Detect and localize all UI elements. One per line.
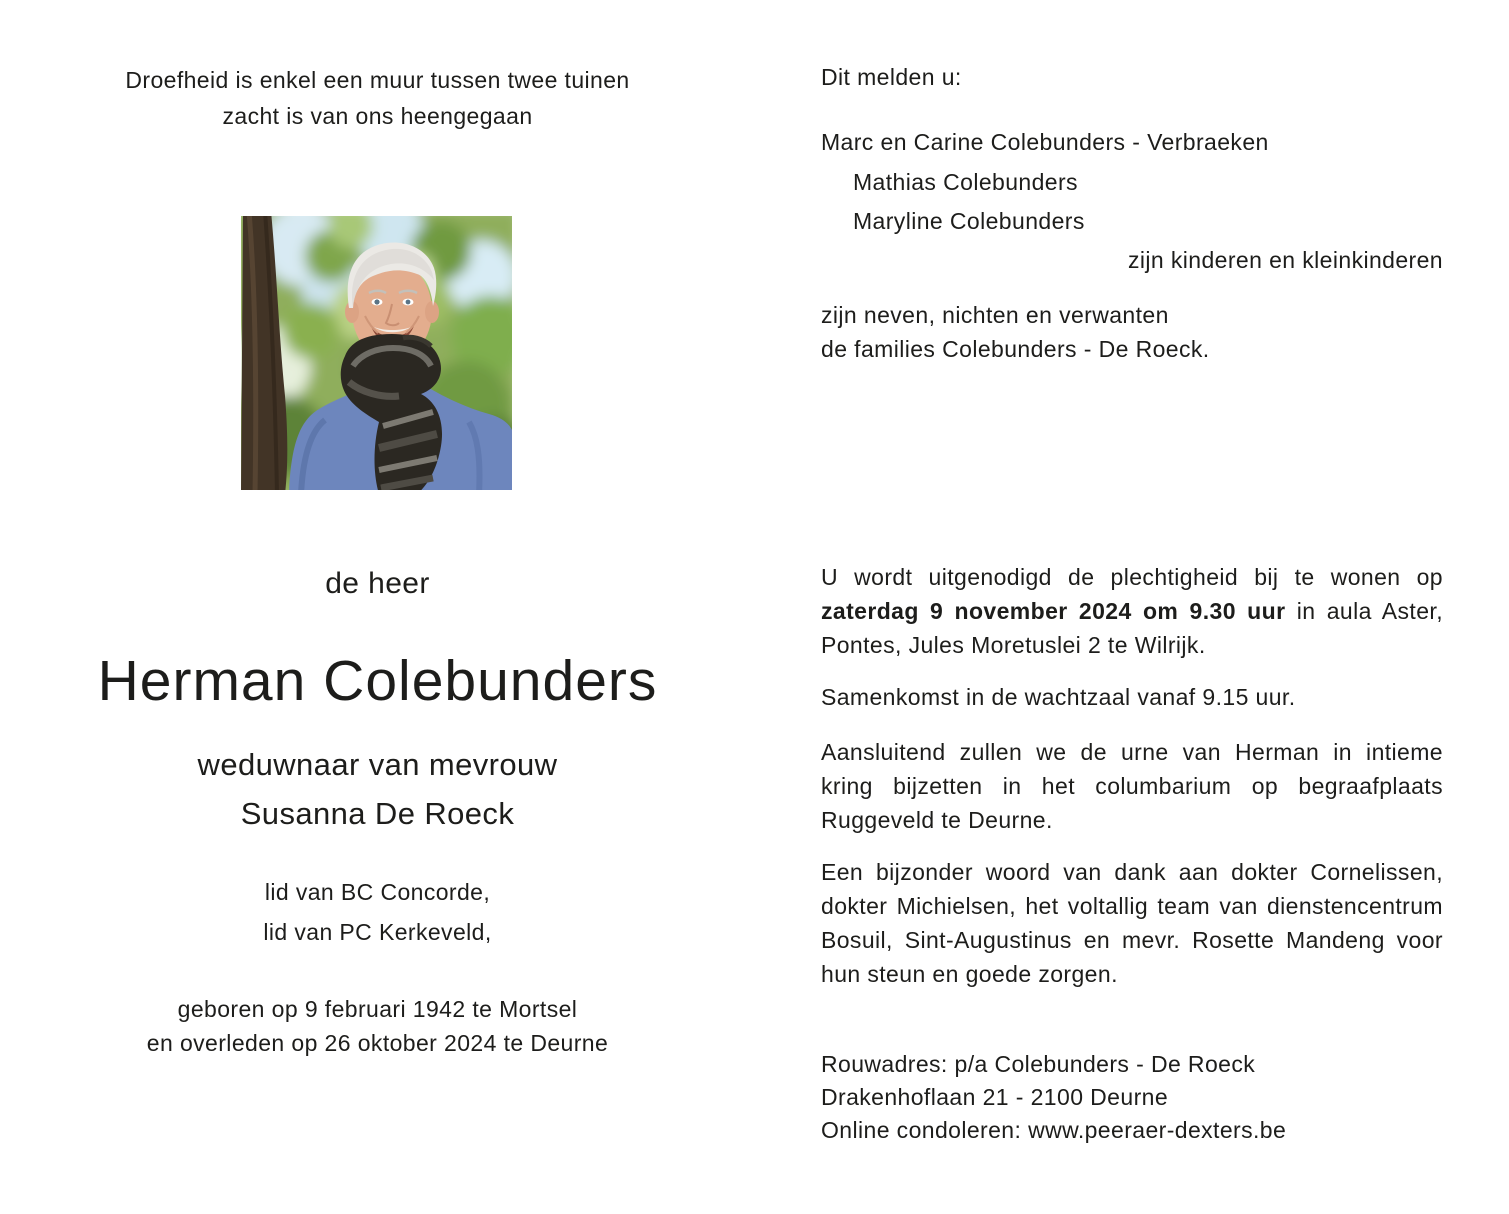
portrait-photo-illustration	[241, 216, 512, 490]
portrait-photo	[241, 216, 512, 490]
relatives-block	[821, 298, 1443, 366]
deceased-name: Herman Colebunders	[97, 649, 658, 713]
epigraph-line-1: Droefheid is enkel een muur tussen twee tuinen	[125, 67, 630, 93]
burial-paragraph: Aansluitend zullen we de urne van Herman in intieme kring bijzetten in het columbarium op begraafplaats Ruggeveld te Deurne.	[821, 739, 1443, 833]
family-child-2: Maryline Colebunders	[853, 208, 1085, 234]
epigraph	[20, 62, 735, 134]
epigraph-line-2: zacht is van ons heengegaan	[222, 103, 533, 129]
children-caption: zijn kinderen en kleinkinderen	[1127, 247, 1443, 273]
membership-line-2: lid van PC Kerkeveld,	[263, 919, 492, 945]
announcement-intro: Dit melden u:	[821, 64, 962, 90]
birth-line: geboren op 9 februari 1942 te Mortsel	[177, 996, 578, 1022]
ceremony-text-after: in aula Aster, Pontes, Jules Moretuslei 2 te Wilrijk.	[821, 598, 1443, 658]
widower-block	[20, 740, 735, 838]
life-dates	[20, 992, 735, 1060]
online-condolence-line: Online condoleren: www.peeraer-dexters.be	[821, 1117, 1287, 1143]
thanks-paragraph: Een bijzonder woord van dank aan dokter Cornelissen, dokter Michielsen, het voltallig team van dienstencentrum Bosuil, Sint-Augustinus en mevr. Rosette Mandeng voor hun steun en goede zorgen.	[821, 859, 1443, 987]
family-parents: Marc en Carine Colebunders - Verbraeken	[821, 129, 1269, 155]
memberships	[20, 872, 735, 952]
gathering-line: Samenkomst in de wachtzaal vanaf 9.15 uur.	[821, 684, 1296, 710]
death-line: en overleden op 26 oktober 2024 te Deurne	[146, 1030, 609, 1056]
mourning-address-block	[821, 1048, 1443, 1147]
spouse-name: Susanna De Roeck	[240, 796, 515, 831]
widower-line: weduwnaar van mevrouw	[197, 747, 558, 782]
mourning-address-street: Drakenhoflaan 21 - 2100 Deurne	[821, 1084, 1169, 1110]
ceremony-text-before: U wordt uitgenodigd de plechtigheid bij te wonen op	[821, 564, 1443, 590]
membership-line-1: lid van BC Concorde,	[264, 879, 491, 905]
relatives-line-1: zijn neven, nichten en verwanten	[821, 302, 1169, 328]
salutation: de heer	[325, 567, 430, 600]
ceremony-paragraph	[821, 560, 1443, 662]
relatives-line-2: de families Colebunders - De Roeck.	[821, 336, 1210, 362]
family-child-1: Mathias Colebunders	[853, 169, 1078, 195]
ceremony-datetime: zaterdag 9 november 2024 om 9.30 uur	[821, 598, 1286, 624]
mourning-address-line: Rouwadres: p/a Colebunders - De Roeck	[821, 1051, 1256, 1077]
